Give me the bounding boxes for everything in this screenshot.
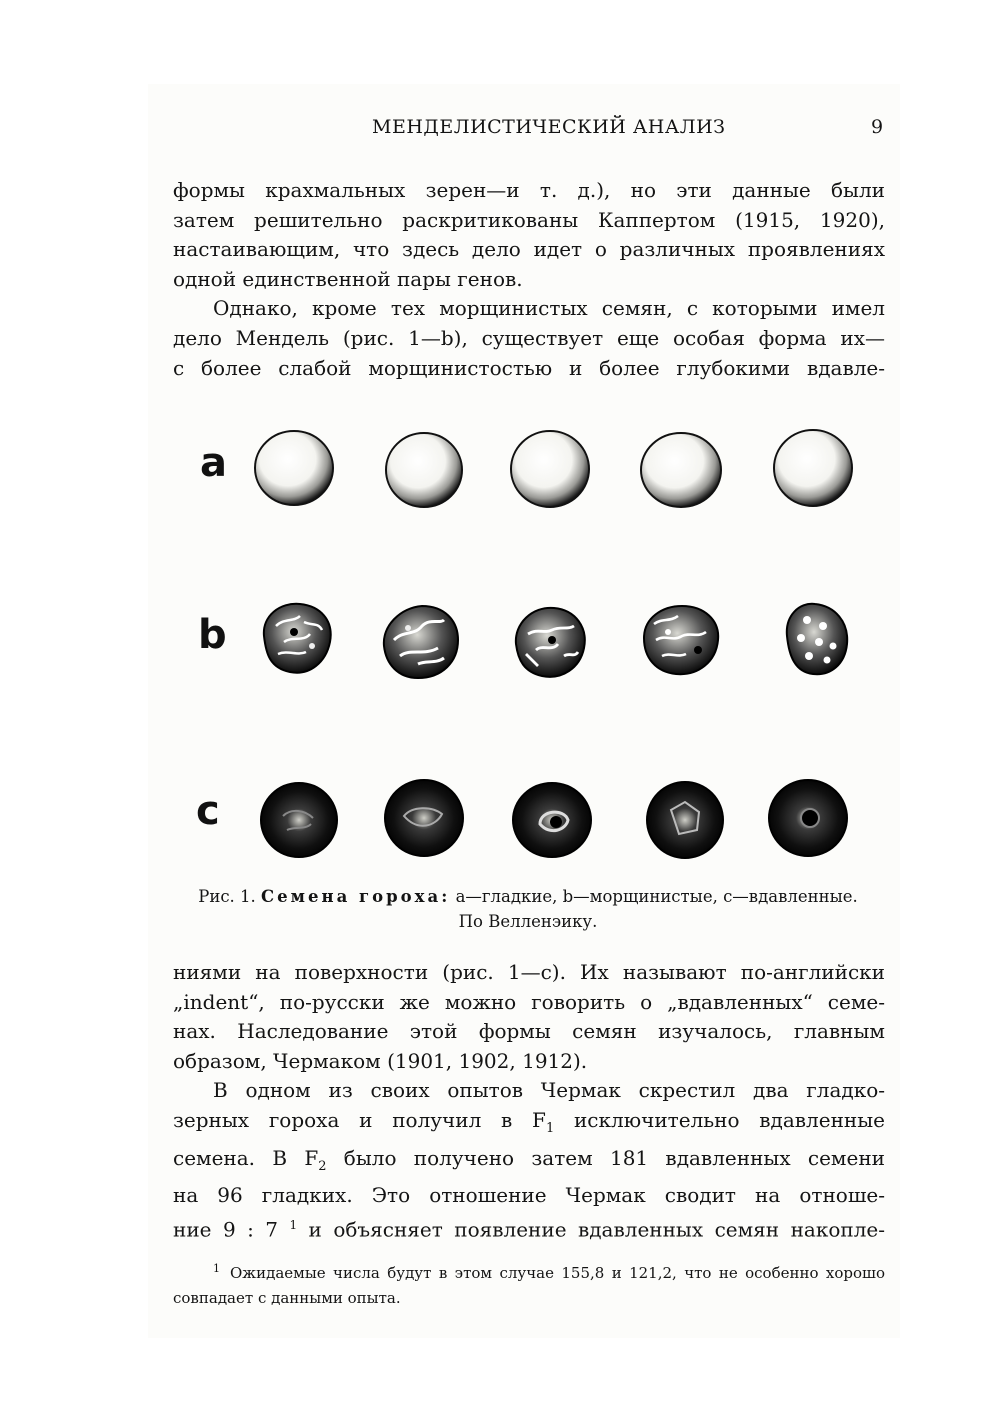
text-line: образом, Чермаком (1901, 1902, 1912).	[173, 1048, 588, 1073]
row-label-b: b	[198, 612, 227, 658]
wrinkled-seed-image	[638, 598, 722, 682]
text-line: с более слабой морщинистостью и более глубокими вдавле-	[173, 355, 885, 380]
row-label-c: c	[196, 788, 220, 834]
text-line: настаивающим, что здесь дело идет о различных проявлениях	[173, 237, 885, 262]
indented-seed-image	[257, 778, 341, 862]
smooth-seed-image	[508, 427, 592, 511]
text-line: ниями на поверхности (рис. 1—c). Их называют по-английски	[173, 960, 885, 984]
text-fragment: было получено затем 181 вдавленных семени	[326, 1145, 885, 1170]
row-label-a: a	[200, 440, 227, 486]
text-line: на 96 гладких. Это отношение Чермак сводит на отноше-	[173, 1183, 885, 1208]
text-line: „indent“, по-русски же можно говорить о „вдавленных“ семе-	[173, 989, 885, 1014]
wrinkled-seed-image	[508, 600, 592, 684]
indented-seed-image	[766, 776, 850, 860]
caption-line	[172, 884, 884, 909]
text-line: формы крахмальных зерен—и т. д.), но эти данные были	[173, 178, 885, 202]
text-fragment: исключительно вдавленные	[554, 1107, 886, 1132]
wrinkled-seed-image	[773, 596, 857, 680]
figure-caption	[172, 884, 884, 934]
text-line: нах. Наследование этой формы семян изучалось, главным	[173, 1019, 885, 1044]
indented-seed-image	[643, 778, 727, 862]
indented-seed-image	[382, 776, 466, 860]
text-line: В одном из своих опытов Чермак скрестил два гладко-	[213, 1078, 885, 1103]
smooth-seed-image	[252, 426, 336, 510]
page-number: 9	[871, 116, 884, 138]
text-line	[173, 1211, 885, 1245]
text-line	[173, 1144, 885, 1182]
figure-source: По Велленэику.	[458, 912, 598, 931]
text-line: Однако, кроме тех морщинистых семян, с которыми имел	[213, 296, 885, 321]
text-fragment: зерных гороха и получил в F	[173, 1107, 546, 1132]
figure-title: Семена гороха:	[261, 887, 451, 906]
text-fragment: и объясняет появление вдавленных семян накопле-	[297, 1217, 885, 1242]
text-line: дело Мендель (рис. 1—b), существует еще особая форма их—	[173, 325, 885, 350]
text-line: одной единственной пары генов.	[173, 266, 523, 291]
body-text-bottom	[173, 958, 885, 1245]
footnote-mark: 1	[213, 1262, 220, 1275]
text-fragment: семена. В F	[173, 1145, 319, 1170]
figure-legend: a—гладкие, b—морщинистые, c—вдавленные.	[455, 887, 858, 906]
indented-seed-image	[510, 778, 594, 862]
smooth-seed-image	[382, 428, 466, 512]
seed-figure	[0, 400, 1000, 875]
figure-number: Рис. 1.	[198, 887, 256, 906]
text-fragment: ние 9 : 7	[173, 1217, 290, 1242]
text-line: затем решительно раскритикованы Каппертом (1915, 1920),	[173, 207, 885, 232]
smooth-seed-image	[639, 428, 723, 512]
wrinkled-seed-image	[254, 596, 338, 680]
footnote	[173, 1256, 885, 1311]
smooth-seed-image	[771, 426, 855, 510]
subscript: 2	[318, 1158, 327, 1174]
running-title: МЕНДЕЛИСТИЧЕСКИЙ АНАЛИЗ	[372, 116, 726, 138]
footnote-text: Ожидаемые числа будут в этом случае 155,8 и 121,2, что не особенно хорошо совпадает с данными опыта.	[173, 1264, 885, 1307]
text-line	[173, 1106, 885, 1144]
footnote-ref[interactable]: 1	[289, 1217, 298, 1232]
wrinkled-seed-image	[378, 600, 462, 684]
subscript: 1	[545, 1120, 555, 1136]
body-text-top	[173, 176, 885, 383]
